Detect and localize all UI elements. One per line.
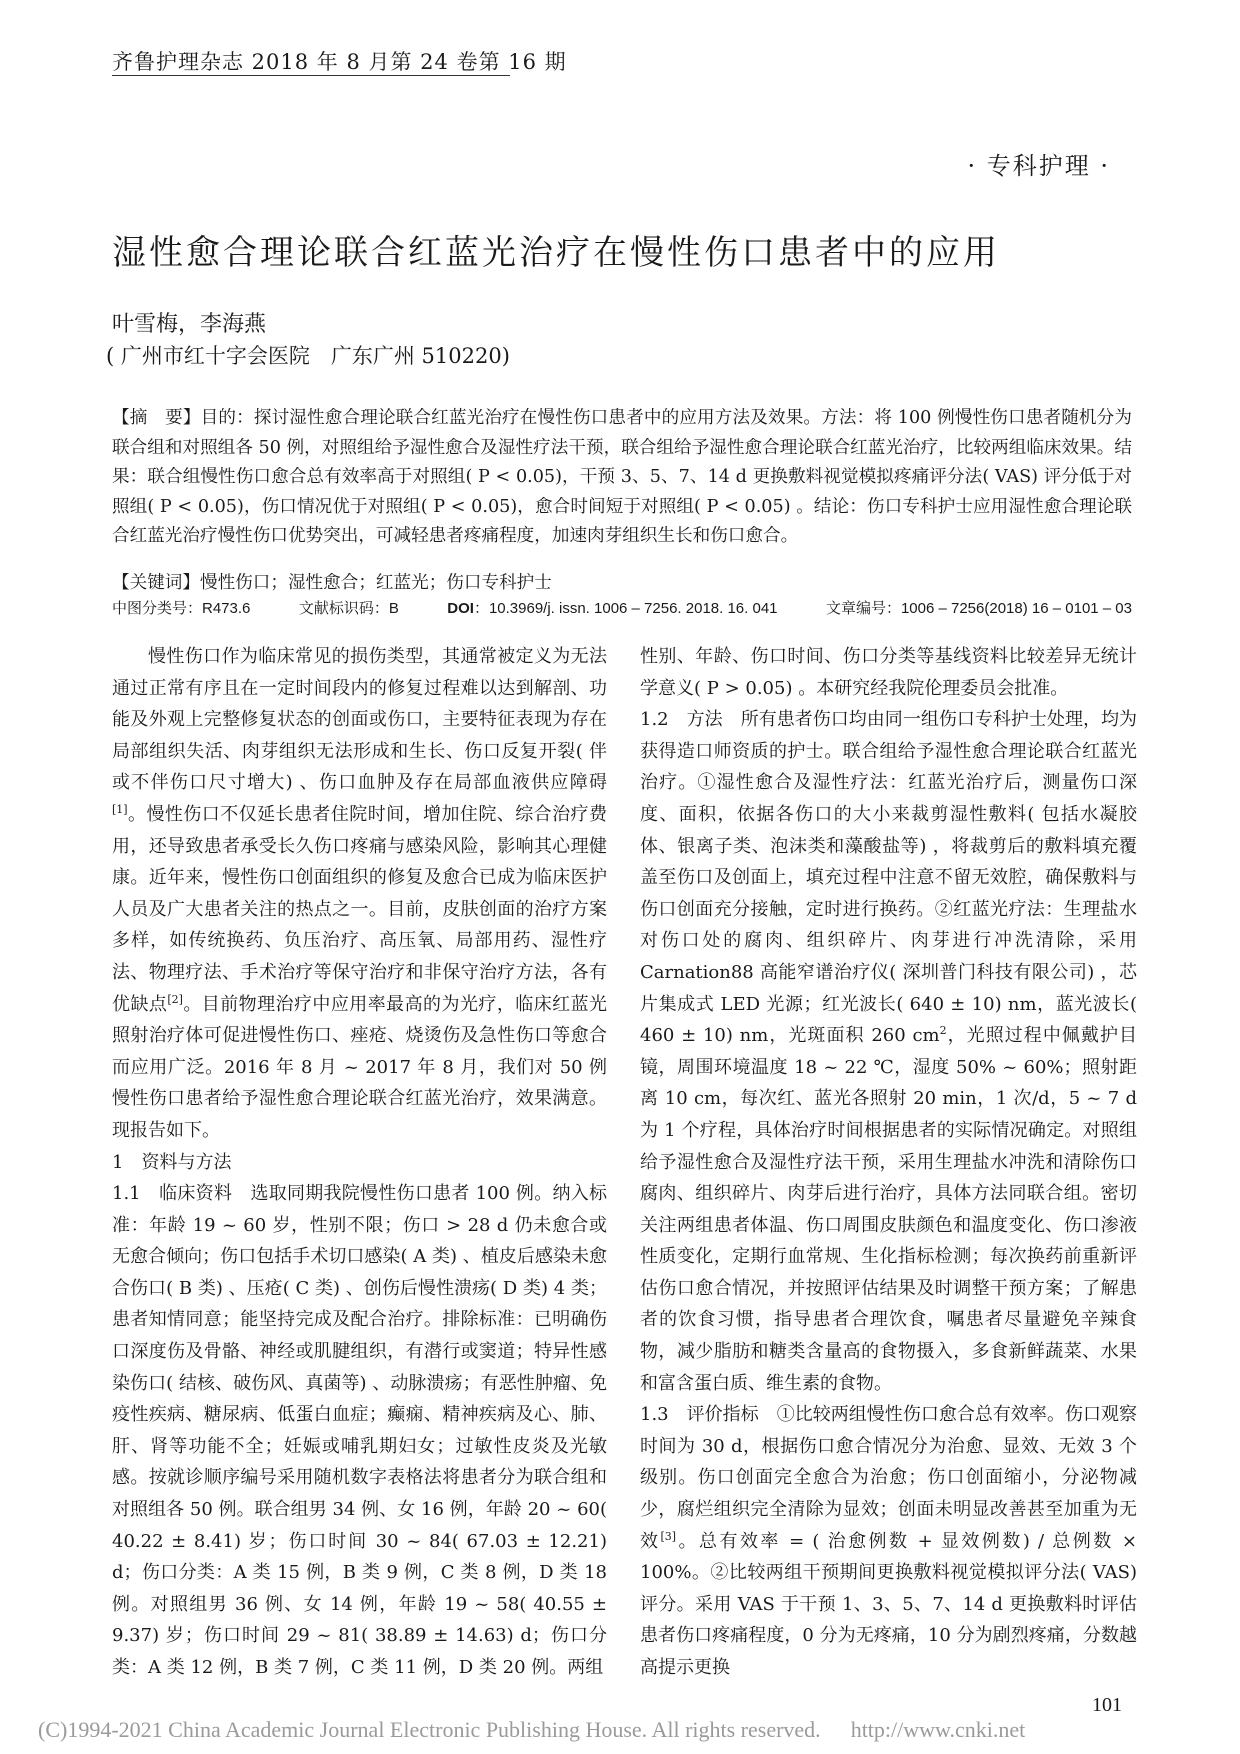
header-rule — [112, 75, 510, 76]
section-1-3-text-b: 。总有效率 = ( 治愈例数 + 显效例数) / 总例数 × 100%。②比较两组干预期间更换敷料视觉模拟评分法( VAS) 评分。采用 VAS 于干预 1、3、5、7、14 d 更换敷料时评估患者伤口疼痛程度，0 分为无疼痛，10 分为剧烈疼痛，分数越高提示更换 — [640, 1530, 1137, 1678]
section-1-2-paragraph — [640, 704, 1137, 1399]
keywords-label: 【关键词】 — [112, 573, 200, 593]
section-heading-1: 1 资料与方法 — [112, 1151, 232, 1173]
section-1-1-paragraph: 1.1 临床资料 选取同期我院慢性伤口患者 100 例。纳入标准：年龄 19 ~ 60 岁，性别不限；伤口 > 28 d 仍未愈合或无愈合倾向；伤口包括手术切口感染( A 类) 、植皮后感染未愈合伤口( B 类) 、压疮( C 类) 、创伤后慢性溃疡( D 类) 4 类；患者知情同意；能坚持完成及配合治疗。排除标准：已明确伤口深度伤及骨骼、神经或肌腱组织，有潜行或窦道；特异性感染伤口( 结核、破伤风、真菌等) 、动脉溃疡；有恶性肿瘤、免疫性疾病、糖尿病、低蛋白血症；癫痫、精神疾病及心、肺、肝、肾等功能不全；妊娠或哺乳期妇女；过敏性皮炎及光敏感。按就诊顺序编号采用随机数字表格法将患者分为联合组和对照组各 50 例。联合组男 34 例、女 16 例，年龄 20 ~ 60( 40.22 ± 8.41) 岁；伤口时间 30 ~ 84( 67.03 ± 12.21) d；伤口分类：A 类 15 例，B 类 9 例，C 类 8 例，D 类 18 例。对照组男 36 例、女 14 例，年龄 19 ~ 58( 40.55 ± 9.37) 岁；伤口时间 29 ~ 81( 38.89 ± 14.63) d；伤口分类：A 类 12 例，B 类 7 例，C 类 11 例，D 类 20 例。两组 — [112, 1183, 607, 1678]
copyright-text: (C)1994-2021 China Academic Journal Electronic Publishing House. All rights reserved. — [38, 1717, 821, 1742]
section-1-1-continued: 性别、年龄、伤口时间、伤口分类等基线资料比较差异无统计学意义( P > 0.05) 。本研究经我院伦理委员会批准。 — [640, 646, 1137, 699]
doi-value: ：10.3969/j. issn. 1006 – 7256. 2018. 16. 041 — [473, 600, 778, 617]
section-1-2-text-b: ，光照过程中佩戴护目镜，周围环境温度 18 ~ 22 ℃，湿度 50% ~ 60%；照射距离 10 cm，每次红、蓝光各照射 20 min，1 次/d，5 ~ 7 d 为 1 个疗程，具体治疗时间根据患者的实际情况确定。对照组给予湿性愈合及湿性疗法干预，采用生理盐水冲洗和清除伤口腐肉、组织碎片、肉芽后进行治疗，具体方法同联合组。密切关注两组患者体温、伤口周围皮肤颜色和温度变化、伤口渗液性质变化，定期行血常规、生化指标检测；每次换药前重新评估伤口愈合情况，并按照评估结果及时调整干预方案；了解患者的饮食习惯，指导患者合理饮食，嘱患者尽量避免辛辣食物，减少脂肪和糖类含量高的食物摄入，多食新鲜蔬菜、水果和富含蛋白质、维生素的食物。 — [640, 1025, 1138, 1394]
affiliation: ( 广州市红十字会医院 广东广州 510220) — [106, 344, 510, 368]
journal-header: 齐鲁护理杂志 2018 年 8 月第 24 卷第 16 期 — [112, 50, 567, 74]
section-1-3-paragraph — [640, 1399, 1137, 1683]
article-number: 文章编号：1006 – 7256(2018) 16 – 0101 – 03 — [825, 600, 1132, 617]
body-column-left — [112, 641, 607, 1684]
intro-paragraph — [112, 641, 607, 1147]
article-metadata — [112, 597, 1132, 618]
citation-2[interactable]: [2] — [167, 992, 183, 1006]
article-title: 湿性愈合理论联合红蓝光治疗在慢性伤口患者中的应用 — [112, 233, 1000, 273]
section-1-2-text-a: 1.2 方法 所有患者伤口均由同一组伤口专科护士处理，均为获得造口师资质的护士。联合组给予湿性愈合理论联合红蓝光治疗。①湿性愈合及湿性疗法：红蓝光治疗后，测量伤口深度、面积，依据各伤口的大小来裁剪湿性敷料( 包括水凝胶体、银离子类、泡沫类和藻酸盐等) ，将裁剪后的敷料填充覆盖至伤口及创面上，填充过程中注意不留无效腔，确保敷料与伤口创面充分接触，定时进行换药。②红蓝光疗法：生理盐水对伤口处的腐肉、组织碎片、肉芽进行冲洗清除，采用 Carnation88 高能窄谱治疗仪( 深圳普门科技有限公司) ，芯片集成式 LED 光源；红光波长( 640 ± 10) nm，蓝光波长( 460 ± 10) nm，光斑面积 260 cm — [640, 709, 1137, 1047]
clc-number: 中图分类号：R473.6 — [112, 600, 251, 617]
document-code: 文献标识码：B — [298, 600, 399, 617]
doi-label: DOI — [447, 600, 474, 617]
abstract-text: 目的：探讨湿性愈合理论联合红蓝光治疗在慢性伤口患者中的应用方法及效果。方法：将 100 例慢性伤口患者随机分为联合组和对照组各 50 例，对照组给予湿性愈合及湿性疗法干预，联合组给予湿性愈合理论联合红蓝光治疗，比较两组临床效果。结果：联合组慢性伤口愈合总有效率高于对照组( P < 0.05)，干预 3、5、7、14 d 更换敷料视觉模拟疼痛评分法( VAS) 评分低于对照组( P < 0.05)，伤口情况优于对照组( P < 0.05)，愈合时间短于对照组( P < 0.05) 。结论：伤口专科护士应用湿性愈合理论联合红蓝光治疗慢性伤口优势突出，可减轻患者疼痛程度，加速肉芽组织生长和伤口愈合。 — [112, 408, 1132, 547]
cnki-url[interactable]: http://www.cnki.net — [850, 1717, 1026, 1742]
section-label: · 专科护理 · — [967, 152, 1110, 180]
intro-text-b: 。慢性伤口不仅延长患者住院时间，增加住院、综合治疗费用，还导致患者承受长久伤口疼痛与感染风险，影响其心理健康。近年来，慢性伤口创面组织的修复及愈合已成为临床医护人员及广大患者关注的热点之一。目前，皮肤创面的治疗方案多样，如传统换药、负压治疗、高压氧、局部用药、湿性疗法、物理疗法、手术治疗等保守治疗和非保守治疗方法，各有优缺点 — [112, 803, 607, 1015]
citation-1[interactable]: [1] — [112, 802, 128, 816]
doi — [447, 597, 777, 618]
superscript-2: 2 — [939, 1024, 947, 1038]
keywords-text: 慢性伤口；湿性愈合；红蓝光；伤口专科护士 — [199, 573, 552, 593]
body-column-right — [640, 641, 1137, 1684]
section-1-3-text-a: 1.3 评价指标 ①比较两组慢性伤口愈合总有效率。伤口观察时间为 30 d，根据伤口愈合情况分为治愈、显效、无效 3 个级别。伤口创面完全愈合为治愈；伤口创面缩小，分泌物减少，腐烂组织完全清除为显效；创面未明显改善甚至加重为无效 — [640, 1404, 1137, 1552]
copyright-footer — [38, 1717, 1025, 1743]
authors: 叶雪梅，李海燕 — [112, 312, 267, 337]
intro-text-c: 。目前物理治疗中应用率最高的为光疗，临床红蓝光照射治疗体可促进慢性伤口、痤疮、烧烫伤及急性伤口等愈合而应用广泛。2016 年 8 月 ~ 2017 年 8 月，我们对 50 例慢性伤口患者给予湿性愈合理论联合红蓝光治疗，效果满意。现报告如下。 — [112, 993, 608, 1141]
keywords — [112, 569, 1132, 597]
page-number: 101 — [1092, 1694, 1122, 1716]
citation-3[interactable]: [3] — [660, 1529, 677, 1543]
abstract-label: 【摘 要】 — [112, 408, 201, 428]
abstract — [112, 404, 1132, 552]
intro-text-a: 慢性伤口作为临床常见的损伤类型，其通常被定义为无法通过正常有序且在一定时间段内的修复过程难以达到解剖、功能及外观上完整修复状态的创面或伤口，主要特征表现为存在局部组织失活、肉芽组织无法形成和生长、伤口反复开裂( 伴或不伴伤口尺寸增大) 、伤口血肿及存在局部血液供应障碍 — [112, 646, 607, 794]
